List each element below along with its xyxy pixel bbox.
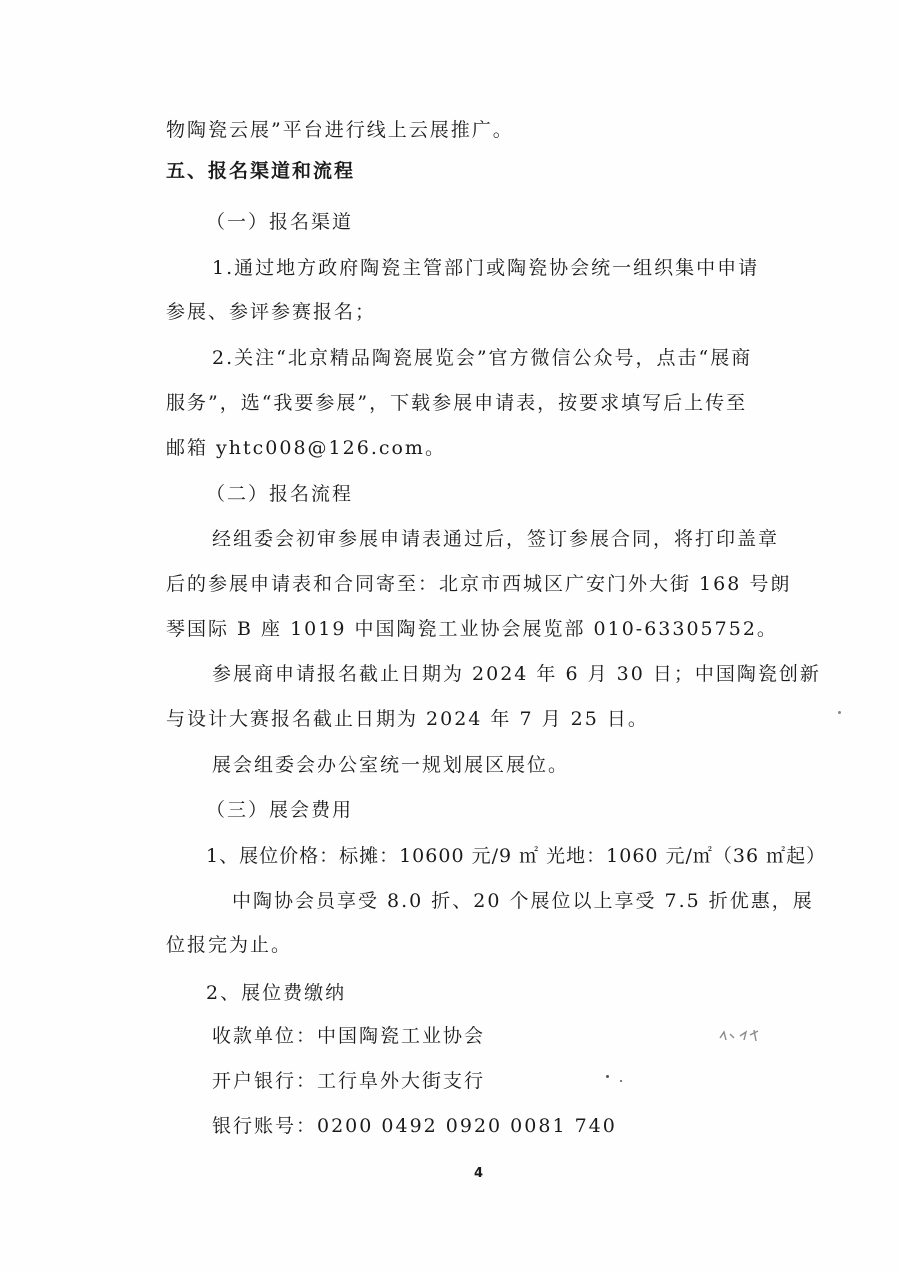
text-line-deadline-b: 与设计大赛报名截止日期为 2024 年 7 月 25 日。 xyxy=(166,708,649,730)
text-line-channel-2c: 邮箱 yhtc008@126.com。 xyxy=(166,437,446,459)
text-line-payment-heading: 2、展位费缴纳 xyxy=(206,982,347,1004)
text-line-channel-1b: 参展、参评参赛报名； xyxy=(166,301,377,323)
text-line-booth-price: 1、展位价格：标摊：10600 元/9 ㎡ 光地：1060 元/㎡（36 ㎡起） xyxy=(206,845,827,867)
text-line-payee: 收款单位：中国陶瓷工业协会 xyxy=(212,1025,486,1047)
section-heading-registration: 五、报名渠道和流程 xyxy=(166,160,356,182)
subheading-process: （二）报名流程 xyxy=(206,483,354,505)
text-line-process-1b: 后的参展申请表和合同寄至：北京市西城区广安门外大街 168 号朗 xyxy=(166,573,792,595)
scan-speck xyxy=(606,1075,609,1078)
text-line-process-1a: 经组委会初审参展申请表通过后，签订参展合同，将打印盖章 xyxy=(212,528,780,550)
text-line-1: 物陶瓷云展”平台进行线上云展推广。 xyxy=(166,119,514,141)
text-line-planning: 展会组委会办公室统一规划展区展位。 xyxy=(212,754,570,776)
text-line-channel-2b: 服务”，选“我要参展”，下载参展申请表，按要求填写后上传至 xyxy=(166,392,748,414)
text-line-channel-2a: 2.关注“北京精品陶瓷展览会”官方微信公众号，点击“展商 xyxy=(212,347,753,369)
text-line-discount-a: 中陶协会员享受 8.0 折、20 个展位以上享受 7.5 折优惠，展 xyxy=(232,890,814,912)
scan-speck xyxy=(620,1080,622,1082)
text-line-account: 银行账号：0200 0492 0920 0081 740 xyxy=(212,1115,617,1137)
scan-mark xyxy=(716,1026,766,1046)
text-line-process-1c: 琴国际 B 座 1019 中国陶瓷工业协会展览部 010-63305752。 xyxy=(166,618,778,640)
subheading-fees: （三）展会费用 xyxy=(206,799,354,821)
text-line-bank: 开户银行：工行阜外大街支行 xyxy=(212,1070,486,1092)
page-number: 4 xyxy=(474,1166,484,1181)
subheading-channels: （一）报名渠道 xyxy=(206,211,354,233)
text-line-discount-b: 位报完为止。 xyxy=(166,934,293,956)
scan-speck xyxy=(838,711,841,714)
text-line-deadline-a: 参展商申请报名截止日期为 2024 年 6 月 30 日；中国陶瓷创新 xyxy=(212,663,821,685)
text-line-channel-1a: 1.通过地方政府陶瓷主管部门或陶瓷协会统一组织集中申请 xyxy=(212,257,760,279)
